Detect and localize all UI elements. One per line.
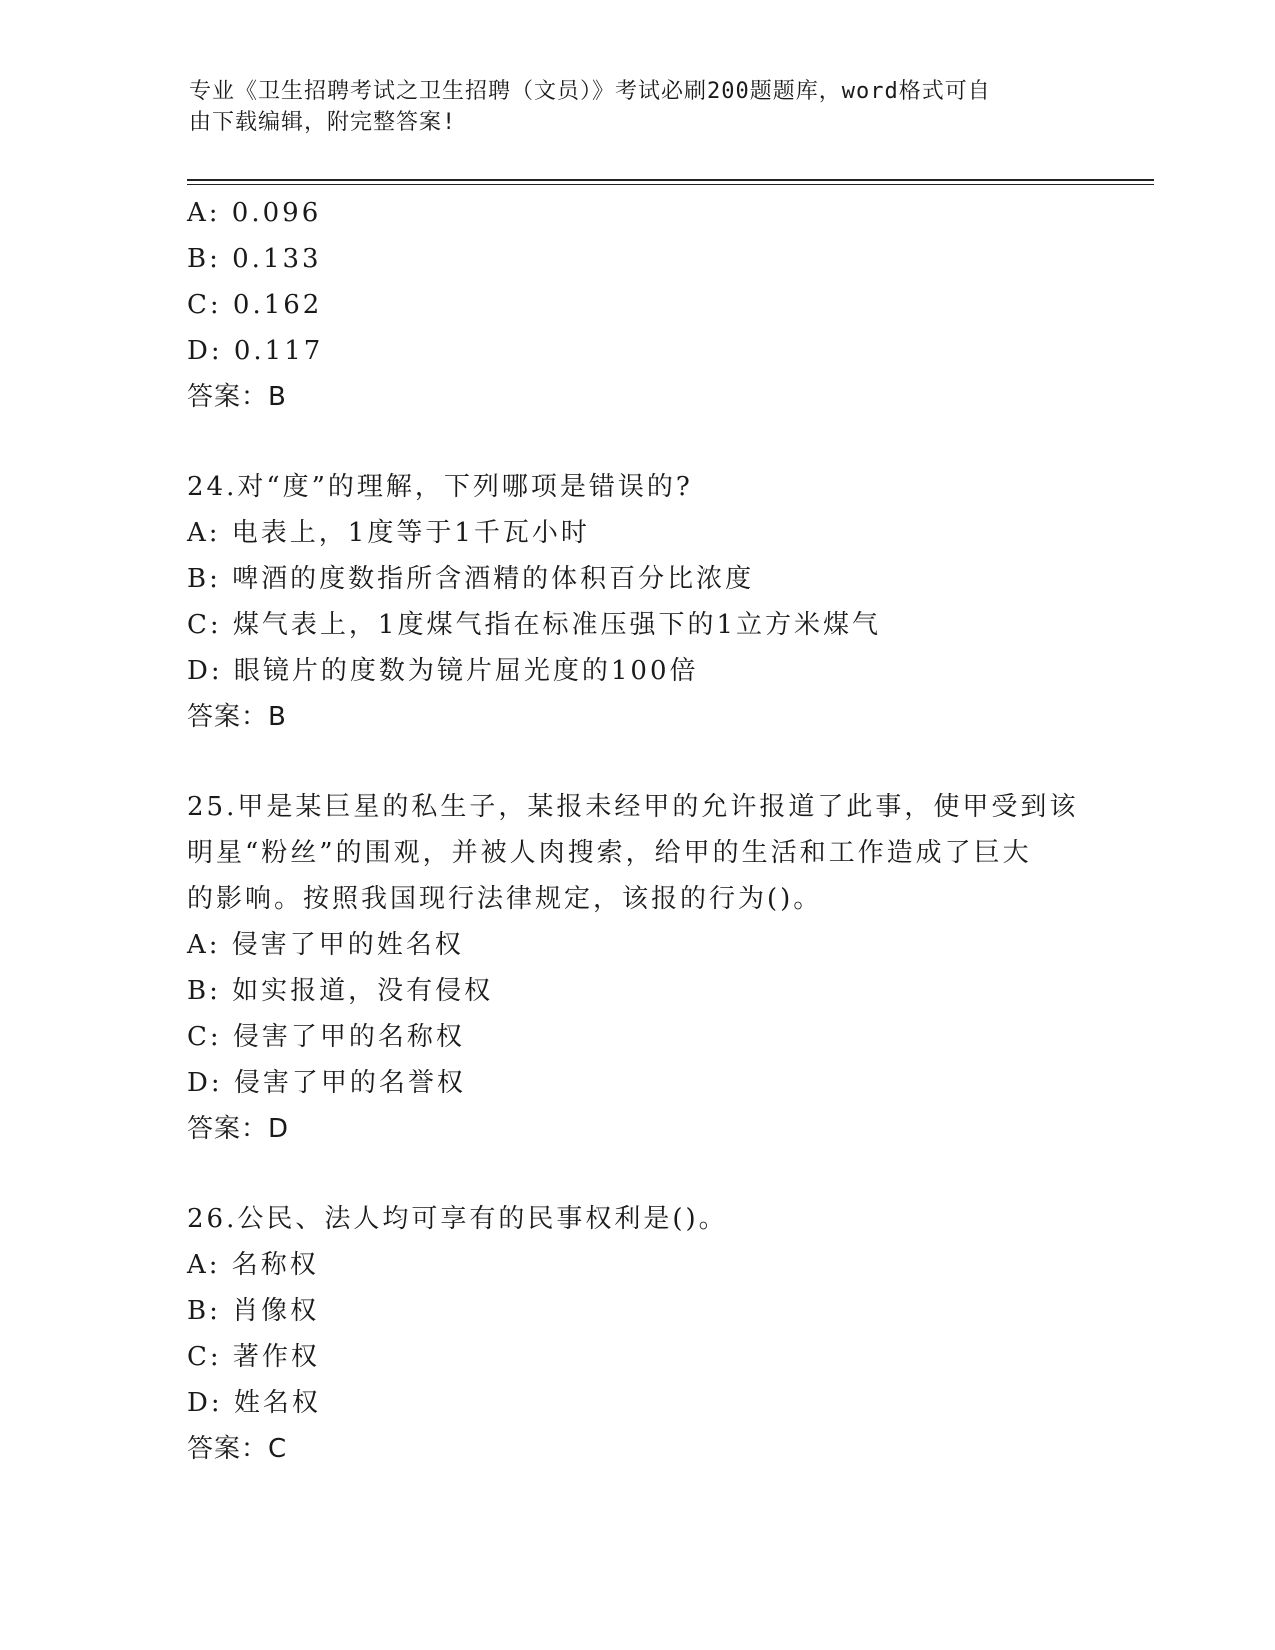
spacer — [187, 740, 1087, 784]
option-c: C: 0.162 — [187, 290, 323, 320]
option-b: B: 啤酒的度数指所含酒精的体积百分比浓度 — [187, 564, 755, 594]
option-b: B: 0.133 — [187, 244, 322, 274]
option-c: C: 煤气表上，1度煤气指在标准压强下的1立方米煤气 — [187, 610, 882, 640]
header-line-2: 由下载编辑，附完整答案! — [189, 110, 457, 135]
option-d: D: 0.117 — [187, 336, 324, 366]
answer-line: 答案：B — [187, 382, 287, 412]
question-25 — [187, 784, 1087, 1152]
option-c: C: 侵害了甲的名称权 — [187, 1022, 465, 1052]
option-a: A: 0.096 — [187, 198, 322, 228]
option-b: B: 如实报道，没有侵权 — [187, 976, 494, 1006]
document-header — [189, 76, 1069, 138]
header-line-1: 专业《卫生招聘考试之卫生招聘（文员）》考试必刷200题题库，word格式可自 — [189, 79, 991, 104]
spacer — [187, 1152, 1087, 1196]
spacer — [187, 420, 1087, 464]
answer-line: 答案：C — [187, 1434, 288, 1464]
option-d: D: 侵害了甲的名誉权 — [187, 1068, 466, 1098]
option-a: A: 侵害了甲的姓名权 — [187, 930, 464, 960]
header-rule-thin — [187, 184, 1154, 185]
question-list — [187, 190, 1087, 1472]
question-text-line-2: 明星“粉丝”的围观，并被人肉搜索，给甲的生活和工作造成了巨大 — [187, 838, 1032, 868]
answer-line: 答案：D — [187, 1114, 290, 1144]
question-text: 24.对“度”的理解，下列哪项是错误的? — [187, 472, 693, 502]
option-a: A: 名称权 — [187, 1250, 319, 1280]
option-d: D: 眼镜片的度数为镜片屈光度的100倍 — [187, 656, 699, 686]
question-26 — [187, 1196, 1087, 1472]
question-23 — [187, 190, 1087, 420]
question-text: 26.公民、法人均可享有的民事权利是()。 — [187, 1204, 728, 1234]
answer-line: 答案：B — [187, 702, 287, 732]
question-text-line-3: 的影响。按照我国现行法律规定，该报的行为()。 — [187, 884, 823, 914]
question-24 — [187, 464, 1087, 740]
header-rule-thick — [187, 179, 1154, 181]
option-d: D: 姓名权 — [187, 1388, 321, 1418]
option-c: C: 著作权 — [187, 1342, 320, 1372]
question-text-line-1: 25.甲是某巨星的私生子，某报未经甲的允许报道了此事，使甲受到该 — [187, 792, 1079, 822]
option-b: B: 肖像权 — [187, 1296, 320, 1326]
option-a: A: 电表上，1度等于1千瓦小时 — [187, 518, 590, 548]
